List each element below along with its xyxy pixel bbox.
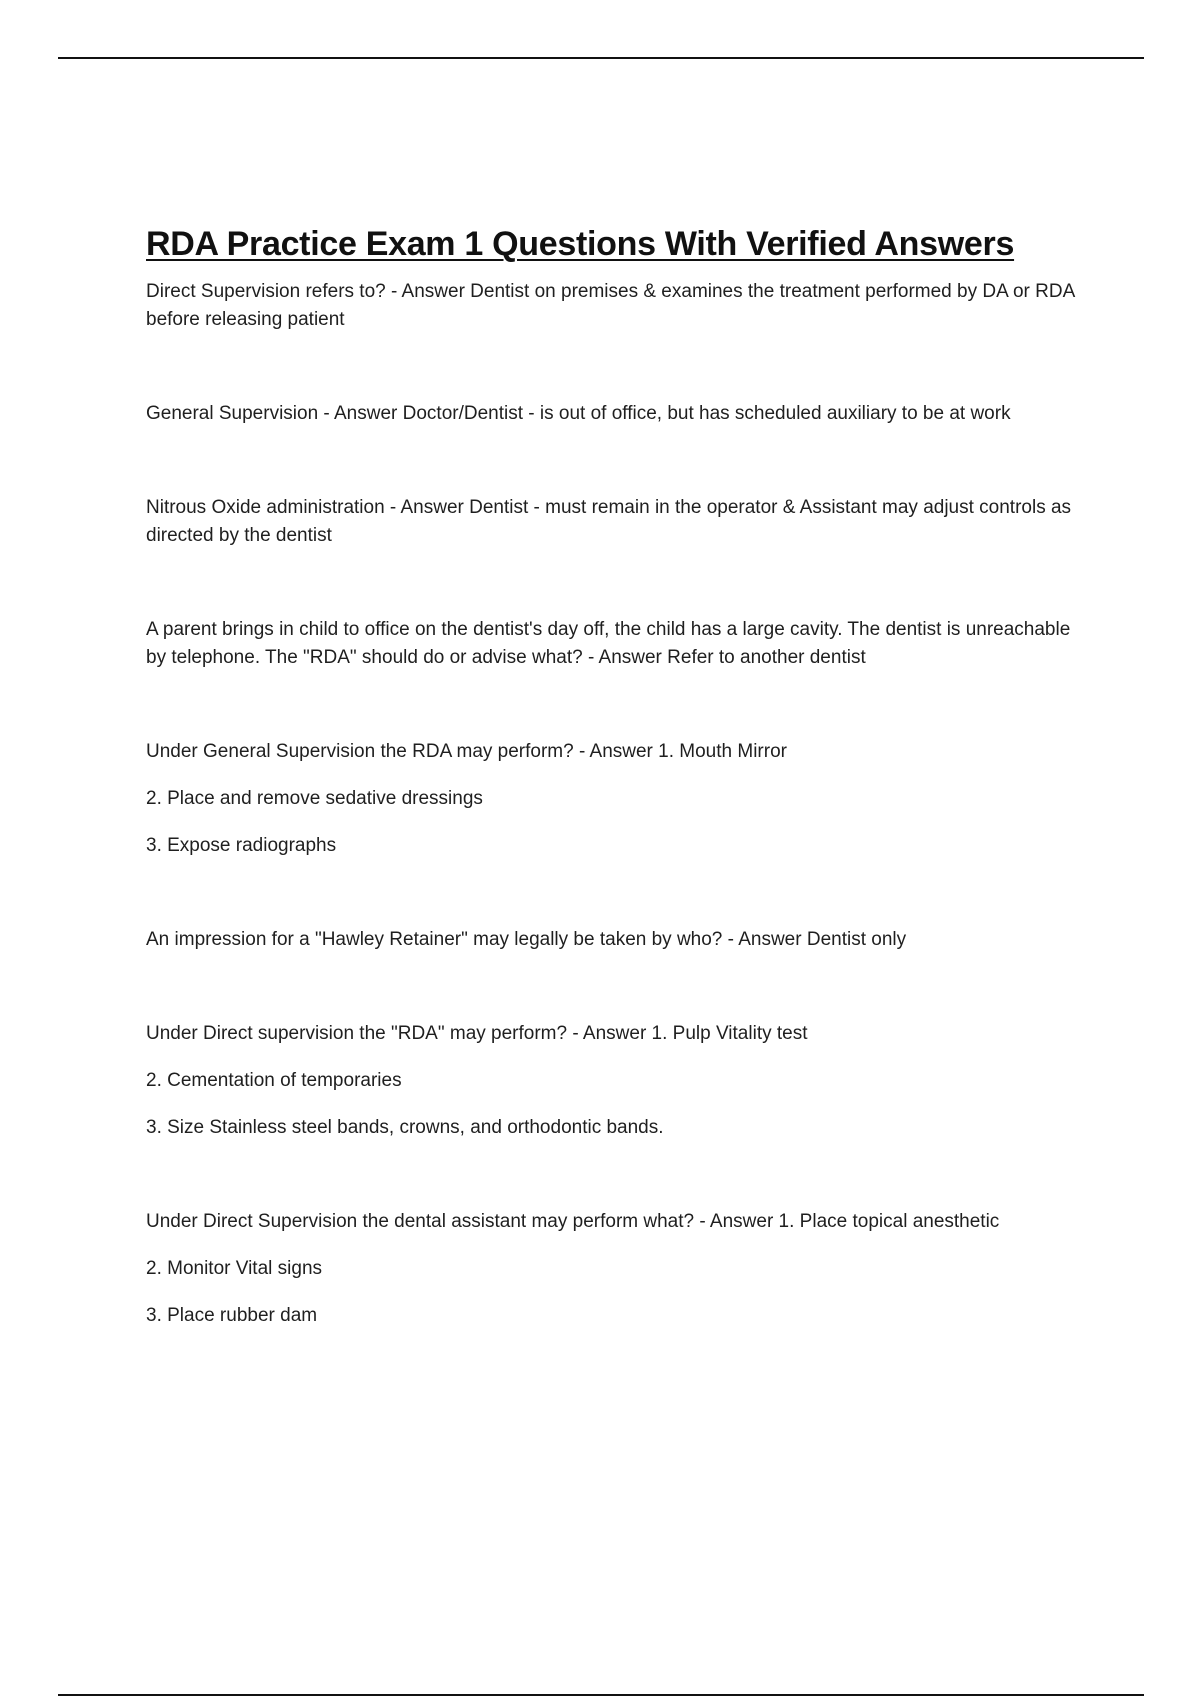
qa-answer-line: 2. Place and remove sedative dressings: [146, 787, 483, 809]
page-bottom-rule: [58, 1694, 1144, 1696]
qa-text: A parent brings in child to office on the dentist's day off, the child has a large cavity. The dentist is unreachable by telephone. The "RDA" should do or advise what? - Answer Refer to another dentist: [146, 618, 1071, 668]
qa-item-hawley-retainer: [146, 926, 1076, 954]
qa-item-direct-supervision-da: [146, 1208, 1076, 1330]
qa-text: Under General Supervision the RDA may perform? - Answer 1. Mouth Mirror: [146, 740, 787, 762]
page-top-rule: [58, 57, 1144, 59]
qa-item-general-supervision-rda: [146, 738, 1076, 860]
document-body: [146, 224, 1076, 1396]
qa-item-direct-supervision-rda: [146, 1020, 1076, 1142]
document-title: RDA Practice Exam 1 Questions With Verified Answers: [146, 225, 1015, 263]
qa-answer-line: 3. Expose radiographs: [146, 834, 337, 856]
qa-text: An impression for a "Hawley Retainer" may legally be taken by who? - Answer Dentist only: [146, 928, 907, 950]
qa-answer-line: 3. Place rubber dam: [146, 1304, 318, 1326]
qa-list: [146, 278, 1076, 1330]
qa-text: Under Direct Supervision the dental assistant may perform what? - Answer 1. Place topical anesthetic: [146, 1210, 1000, 1232]
qa-item-nitrous-oxide: [146, 494, 1076, 550]
qa-answer-line: 2. Cementation of temporaries: [146, 1069, 402, 1091]
qa-answer-line: 2. Monitor Vital signs: [146, 1257, 323, 1279]
qa-text: Under Direct supervision the "RDA" may perform? - Answer 1. Pulp Vitality test: [146, 1022, 808, 1044]
qa-text: Nitrous Oxide administration - Answer Dentist - must remain in the operator & Assistant may adjust controls as directed by the dentist: [146, 496, 1072, 546]
qa-text: Direct Supervision refers to? - Answer Dentist on premises & examines the treatment performed by DA or RDA before releasing patient: [146, 280, 1075, 330]
qa-item-direct-supervision: [146, 278, 1076, 334]
qa-answer-line: 3. Size Stainless steel bands, crowns, and orthodontic bands.: [146, 1116, 664, 1138]
qa-text: General Supervision - Answer Doctor/Dentist - is out of office, but has scheduled auxiliary to be at work: [146, 402, 1011, 424]
qa-item-parent-child-cavity: [146, 616, 1076, 672]
qa-item-general-supervision: [146, 400, 1076, 428]
